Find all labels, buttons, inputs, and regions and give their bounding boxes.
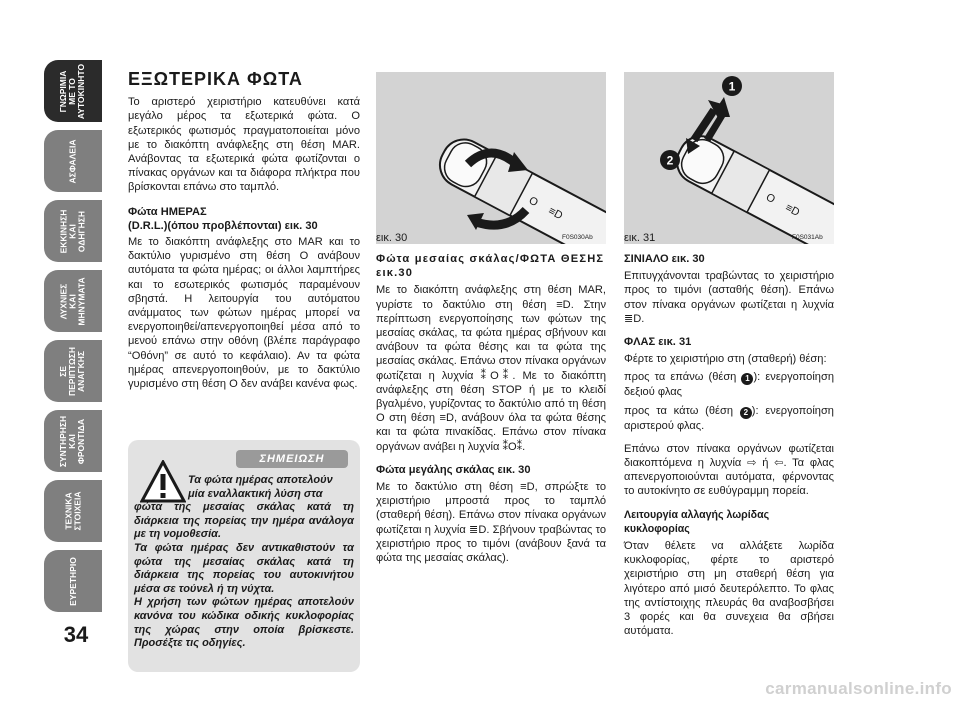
high-beam-heading: Φώτα μεγάλης σκάλας εικ. 30 — [376, 463, 531, 476]
drl-paragraph: Με το διακόπτη ανάφλεξης στο MAR και το δακτύλιο γυρισμένο στη θέση O ανάβουν αυτόματα τα φώτα ημέρας; οι άλλοι λαμπτήρες και το εσωτερικός φωτισμός παραμένουν σβηστά. Η λειτουργία του αυτόματου ανάμματος των φώτων ημέρας μπορεί να ενεργοποιηθεί/απενεργοποιηθεί μέσα από το μενού επάνω στην οθόνη (βλέπε παράγραφο “Οθόνη” σε αυτό το κεφάλαιο). Αν τα φώτα ημέρας απενεργοποιηθούν, με το δακτύλιο γυρισμένο στη θέση O δεν ανάβει κανένα φως. — [128, 236, 360, 391]
light-stalk-illustration — [376, 72, 606, 244]
note-text: Τα φώτα ημέρας αποτελούν μία εναλλακτική λύση στα φώτα της μεσαίας σκάλας κατά τη διάρκεια της πορείας την ημέρα ανάλογα με τη νομοθεσία. Τα φώτα ημέρας δεν αντικαθιστούν τα φώτα της μεσαίας σκάλας κατά τη διάρκεια της πορείας του αυτοκινήτου μέσα σε τούνελ ή τη νύχτα. Η χρήση των φώτων ημέρας αποτελούν κανόνα του κώδικα οδικής κυκλοφορίας της χώρας στην οποία βρίσκεστε. Προσέξτε τις οδηγίες. — [134, 474, 354, 650]
column-1 — [128, 69, 360, 401]
indicators-intro: Φέρτε το χειριστήριο στη (σταθερή) θέση: — [624, 353, 827, 366]
svg-text:≡D: ≡D — [546, 204, 565, 223]
tab-maintenance[interactable]: ΣΥΝΤΗΡΗΣΗ ΚΑΙ ΦΡΟΝΤΙΔΑ — [44, 410, 102, 472]
flash-paragraph: Επιτυγχάνονται τραβώντας το χειριστήριο προς το τιμόνι (ασταθής θέση). Επάνω στον πίνακα οργάνων φωτίζεται η λυχνία ≣D. — [624, 270, 834, 325]
tab-starting-driving[interactable]: ΕΚΚΙΝΗΣΗ ΚΑΙ ΟΔΗΓΗΣΗ — [44, 200, 102, 262]
note-header: ΣΗΜΕΙΩΣΗ — [236, 450, 348, 468]
low-beam-heading: Φώτα μεσαίας σκάλας/ΦΩΤΑ ΘΕΣΗΣ εικ.30 — [376, 253, 605, 280]
page-number: 34 — [63, 622, 89, 647]
column-3 — [624, 252, 834, 647]
svg-text:O: O — [526, 194, 540, 210]
marker-1: 1 — [741, 373, 753, 385]
tab-index[interactable]: ΕΥΡΕΤΗΡΙΟ — [44, 550, 102, 612]
drl-heading-sub: (D.R.L.)(όπου προβλέπονται) εικ. 30 — [128, 219, 318, 232]
figure-31-code: F0S031Ab — [792, 234, 823, 241]
page-title: ΕΞΩΤΕΡΙΚΑ ΦΩΤΑ — [128, 69, 303, 89]
tab-emergency[interactable]: ΣΕ ΠΕΡΙΠΤΩΣΗ ΑΝΑΓΚΗΣ — [44, 340, 102, 402]
high-beam-paragraph: Με το δακτύλιο στη θέση ≡D, σπρώξτε το χειριστήριο μπροστά προς το ταμπλό (σταθερή θέση). Επάνω στον πίνακα οργάνων φωτίζεται η λυχνία ≣D. Σβήνουν τραβώντας το χειριστήριο προς το τιμόνι (ανάβουν ξανά τα φώτα της μεσαίας σκάλας). — [376, 481, 606, 565]
watermark: carmanualsonline.info — [765, 679, 952, 698]
indicators-paragraph: Επάνω στον πίνακα οργάνων φωτίζεται διακοπτόμενα η λυχνία ⇨ ή ⇦. Τα φλας απενεργοποιούνται αυτόματα, φέρνοντας το αυτοκίνητο σε ευθύγραμμη πορεία. — [624, 442, 834, 498]
tab-safety[interactable]: ΑΣΦΑΛΕΙΑ — [44, 130, 102, 192]
lane-change-heading: Λειτουργία αλλαγής λωρίδας κυκλοφορίας — [624, 508, 770, 535]
tab-getting-to-know[interactable]: ΓΝΩΡΙΜΙΑ ΜΕ ΤΟ ΑΥΤΟΚΙΝΗΤΟ — [44, 60, 102, 122]
note-box — [128, 440, 360, 672]
flash-heading: ΣΙΝΙΑΛΟ εικ. 30 — [624, 253, 705, 265]
figure-31 — [624, 72, 834, 244]
figure-30-caption: εικ. 30 — [376, 232, 408, 244]
low-beam-paragraph: Με το διακόπτη ανάφλεξης στη θέση MAR, γυρίστε το δακτύλιο στη θέση ≡D. Στην περίπτωση ενεργοποίησης των φώτων της μεσαίας σκάλας, τα φώτα ημέρας σβήνουν και ανάβουν τα φώτα θέσης και τα φώτα της μεσαίας σκάλας. Επάνω στον πίνακα οργάνων φωτίζεται η λυχνία ⁑O⁑. Με το διακόπτη ανάφλεξης στη θέση STOP ή με το κλειδί βγαλμένο, γυρίζοντας το δακτύλιο από τη θέση O στη θέση ≡D, ανάβουν όλα τα φώτα θέσης και τα φώτα πινακίδας. Επάνω στον πίνακα οργάνων ανάβει η λυχνία ⁑O⁑. — [376, 284, 606, 453]
figure-31-caption: εικ. 31 — [624, 232, 656, 244]
figure-30 — [376, 72, 606, 244]
indicators-up: προς τα επάνω (θέση 1 ): ενεργοποίηση δεξιού φλας — [624, 371, 834, 399]
marker-2: 2 — [740, 407, 752, 419]
indicators-down: προς τα κάτω (θέση 2 ): ενεργοποίηση αριστερού φλας. — [624, 404, 834, 432]
tab-warning-lights[interactable]: ΛΥΧΝΙΕΣ ΚΑΙ ΜΗΝΥΜΑΤΑ — [44, 270, 102, 332]
drl-heading: Φώτα ΗΜΕΡΑΣ — [128, 205, 207, 218]
svg-text:O: O — [763, 191, 777, 206]
callout-1: 1 — [728, 79, 736, 94]
tab-technical-data[interactable]: ΤΕΧΝΙΚΑ ΣΤΟΙΧΕΙΑ — [44, 480, 102, 542]
svg-text:≡D: ≡D — [783, 201, 802, 219]
column-2 — [376, 252, 606, 574]
figure-30-code: F0S030Ab — [562, 234, 593, 241]
turn-signal-illustration — [624, 72, 834, 244]
lane-change-paragraph: Όταν θέλετε να αλλάξετε λωρίδα κυκλοφορίας, φέρτε το αριστερό χειριστήριο στη μη σταθερή θέση για λιγότερο από μισό δευτερόλεπτο. Το φλας της αντίστοιχης πλευράς θα αναβοσβήσει 3 φορές και θα συνεχεια θα σβήσει αυτόματα. — [624, 540, 834, 638]
indicators-heading: ΦΛΑΣ εικ. 31 — [624, 336, 692, 349]
intro-paragraph: Το αριστερό χειριστήριο κατευθύνει κατά μεγάλο μέρος τα εξωτερικά φώτα. Ο εξωτερικός φωτισμός πραγματοποιείται μόνο με το διακόπτη ανάφλεξης στη θέση MAR. Ανάβοντας τα εξωτερικά φώτα φωτίζονται ο πίνακας οργάνων και τα διάφορα πλήκτρα που βρίσκονται επάνω στο ταμπλό. — [128, 96, 360, 194]
callout-2: 2 — [666, 153, 674, 168]
